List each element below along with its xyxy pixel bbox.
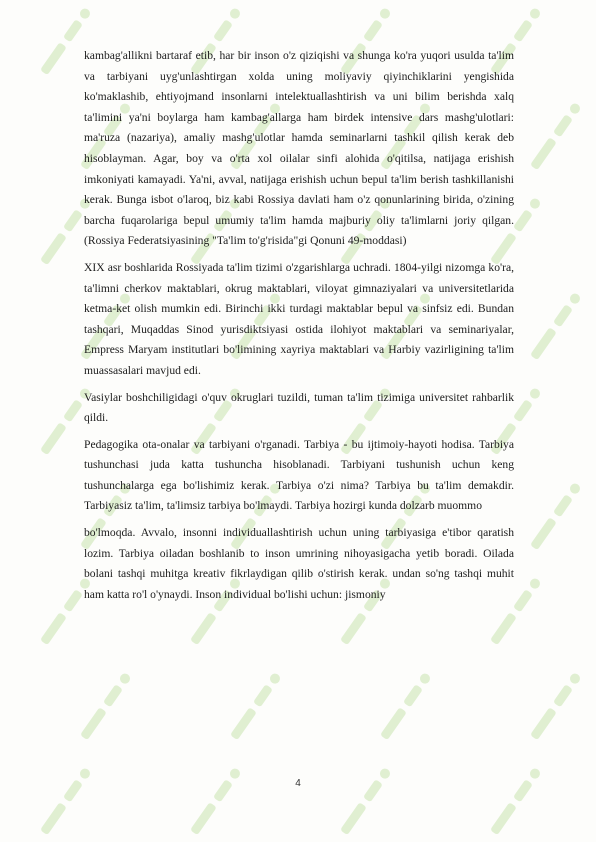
watermark-mark [340, 767, 392, 836]
watermark-mark [530, 482, 582, 551]
paragraph-5: bo'lmoqda. Avvalo, insonni individuallashtirish uchun uning tarbiyasiga e'tibor qaratish lozim. Tarbiya oiladan boshlanib to inson umrining nihoyasigacha yetib boradi. Oilada bolani tashqi muhitga kreativ fikrlaydigan qilib o'stirish kerak. undan so'ng tashqi muhit ham katta ro'l o'ynaydi. Inson individual bo'lishi uchun: jismoniy [84, 526, 514, 601]
watermark-mark [190, 767, 242, 836]
document-body [84, 46, 514, 611]
paragraph-3: Vasiylar boshchiligidagi o'quv okruglari tuzildi, tuman ta'lim tizimiga universitet rahbarlik qildi. [84, 390, 514, 425]
watermark-mark [80, 672, 132, 741]
watermark-mark [530, 292, 582, 361]
watermark-mark [40, 767, 92, 836]
paragraph-4: Pedagogika ota-onalar va tarbiyani o'rganadi. Tarbiya - bu ijtimoiy-hayoti hodisa. Tarbiya tushunchasi juda katta tushuncha hisoblanadi. Tarbiyani tushunish uchun keng tushunchalarga ega bo'lishimiz kerak. Tarbiya o'zi nima? Tarbiya bu ta'lim demakdir. Tarbiyasiz ta'lim, ta'limsiz tarbiya bo'lmaydi. Tarbiya hozirgi kunda dolzarb muommo [84, 437, 514, 513]
watermark-mark [530, 672, 582, 741]
paragraph-1: kambag'allikni bartaraf etib, har bir inson o'z qiziqishi va shunga ko'ra yuqori usulda ta'lim va tarbiyani uyg'unlashtirgan xolda uning moliyaviy qiyinchiklarini yengishida ko'maklashib, ehtiyojmand insonlarni intelektuallashtirish va uni bilim berishda xalq ta'limini ya'ni boylarga ham kambag'allarga ham birdek intensive dars mashg'ulotlari: ma'ruza (nazariya), amaliy mashg'ulotlar hamda seminarlarni tashkil qilish kerak deb hisoblayman. Agar, boy va o'rta xol oilalar sinfi alohida o'qitilsa, natijaga erishish imkoniyati kamayadi. Ya'ni, avval, natijaga erishish uchun bepul ta'lim berish tashkillanishi kerak. Bunga isbot o'laroq, biz kabi Rossiya davlati ham o'z qonunlarining birida, o'zining barcha fuqarolariga bepul umumiy ta'lim hamda majburiy oliy ta'limlarni joriy qilgan. (Rossiya Federatsiyasining "Ta'lim to'g'risida"gi Qonuni 49-moddasi) [84, 49, 514, 248]
watermark-mark [490, 767, 542, 836]
watermark-mark [230, 672, 282, 741]
watermark-mark [380, 672, 432, 741]
watermark-mark [530, 102, 582, 171]
paragraph-2: XIX asr boshlarida Rossiyada ta'lim tizimi o'zgarishlarga uchradi. 1804-yilgi nizomga ko'ra, ta'limni cherkov maktablari, okrug maktablari, viloyat gimnaziyalari va universitetlarida ketma-ket olish mumkin edi. Birinchi ikki turdagi maktablar bepul va sinfsiz edi. Bundan tashqari, Muqaddas Sinod yurisdiktsiyasi ostida ilohiyot maktablari va seminariyalar, Empress Maryam institutlari bo'limining xayriya maktablari va Harbiy vazirligining ta'lim muassasalari mavjud edi. [84, 260, 514, 377]
page-number: 4 [295, 778, 301, 789]
